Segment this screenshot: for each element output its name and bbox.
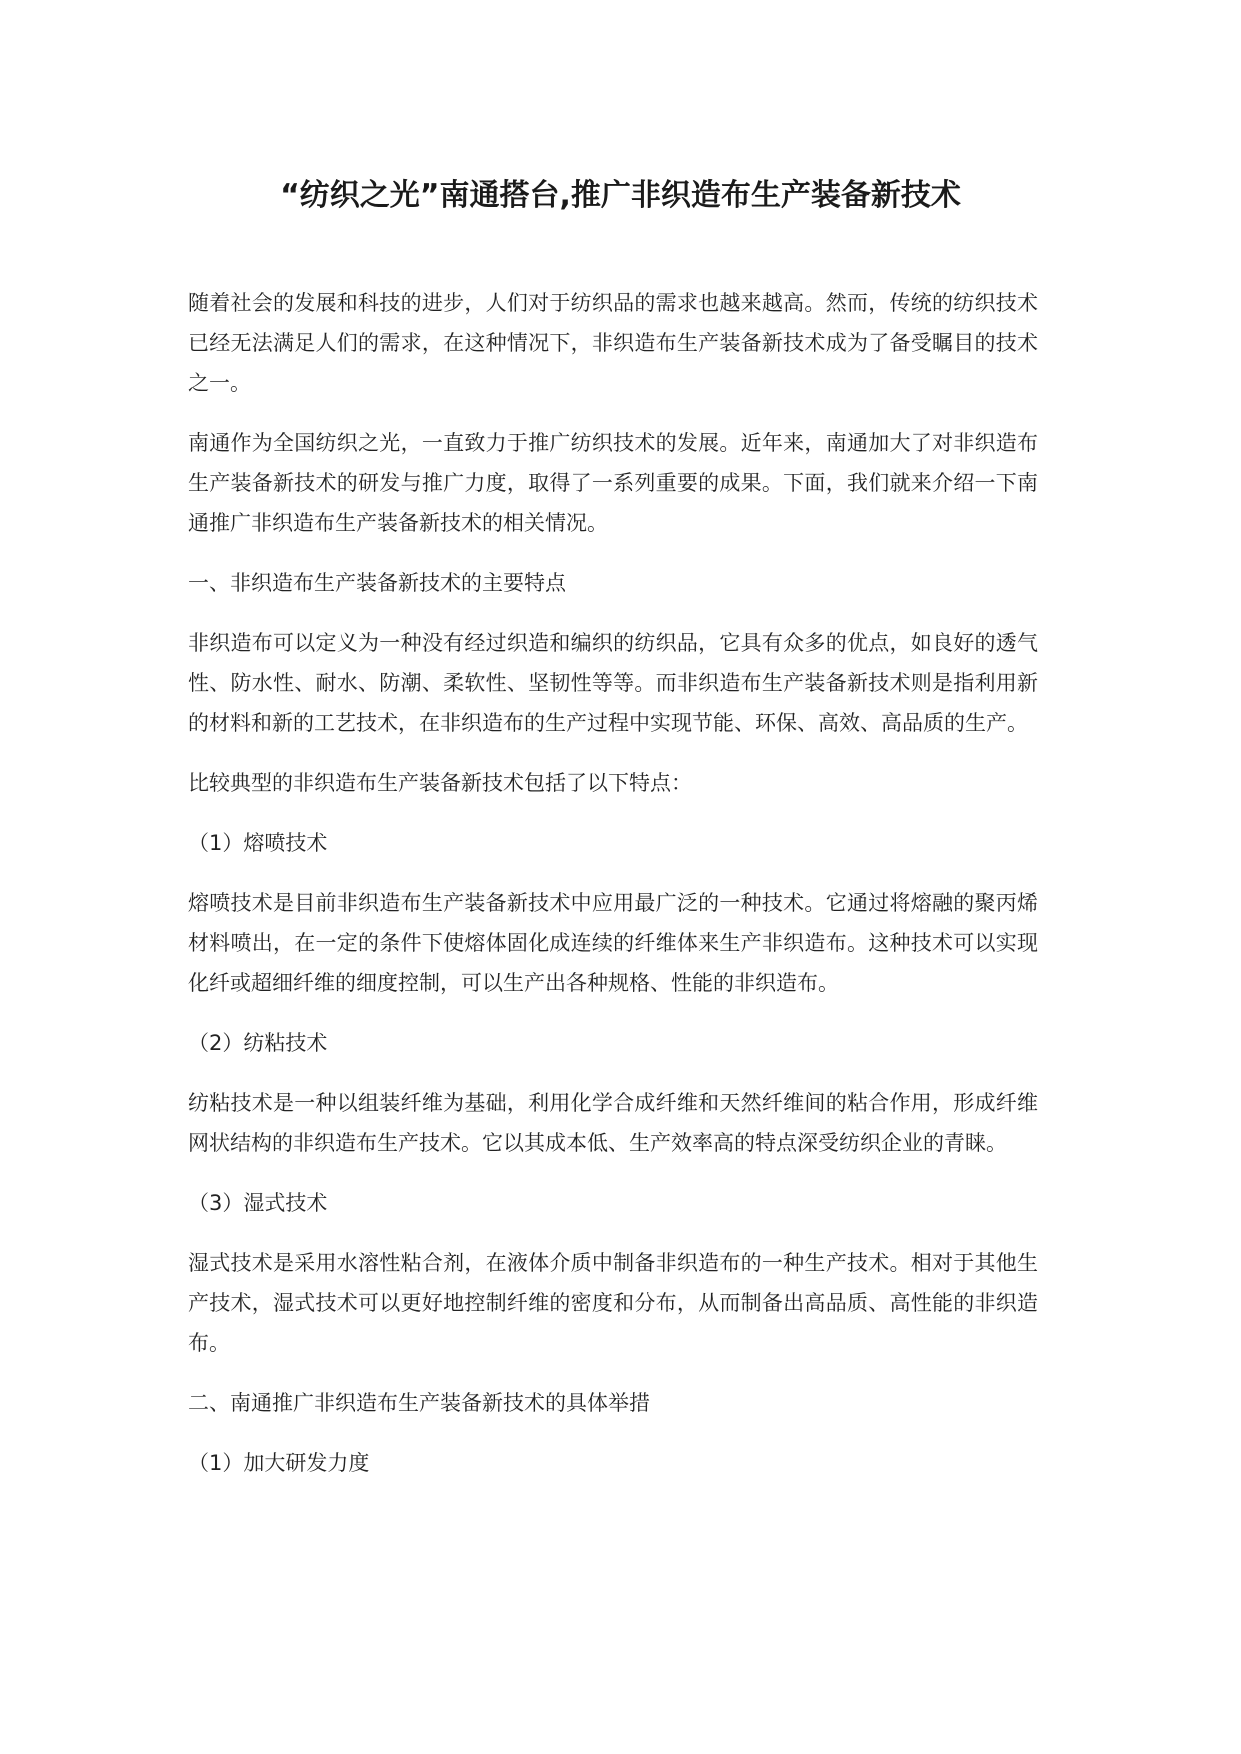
paragraph-nantong: 南通作为全国纺织之光，一直致力于推广纺织技术的发展。近年来，南通加大了对非织造布生产装备新技术的研发与推广力度，取得了一系列重要的成果。下面，我们就来介绍一下南通推广非织造布生产装备新技术的相关情况。 — [188, 431, 1038, 535]
subheading-meltblown: （1）熔喷技术 — [188, 831, 328, 855]
section-heading-2: 二、南通推广非织造布生产装备新技术的具体举措 — [188, 1391, 650, 1415]
document-title: “纺织之光”南通搭台,推广非织造布生产装备新技术 — [280, 178, 961, 213]
paragraph-spunbond: 纺粘技术是一种以组装纤维为基础，利用化学合成纤维和天然纤维间的粘合作用，形成纤维网状结构的非织造布生产技术。它以其成本低、生产效率高的特点深受纺织企业的青睐。 — [188, 1091, 1038, 1155]
subheading-wetlaid: （3）湿式技术 — [188, 1191, 328, 1215]
document-body — [188, 283, 1038, 1483]
paragraph-intro: 随着社会的发展和科技的进步，人们对于纺织品的需求也越来越高。然而，传统的纺织技术已经无法满足人们的需求，在这种情况下，非织造布生产装备新技术成为了备受瞩目的技术之一。 — [188, 291, 1038, 395]
subheading-research: （1）加大研发力度 — [188, 1451, 370, 1475]
paragraph-typical-features: 比较典型的非织造布生产装备新技术包括了以下特点： — [188, 771, 692, 795]
paragraph-wetlaid: 湿式技术是采用水溶性粘合剂，在液体介质中制备非织造布的一种生产技术。相对于其他生产技术，湿式技术可以更好地控制纤维的密度和分布，从而制备出高品质、高性能的非织造布。 — [188, 1251, 1038, 1355]
subheading-spunbond: （2）纺粘技术 — [188, 1031, 328, 1055]
paragraph-definition: 非织造布可以定义为一种没有经过织造和编织的纺织品，它具有众多的优点，如良好的透气性、防水性、耐水、防潮、柔软性、坚韧性等等。而非织造布生产装备新技术则是指利用新的材料和新的工艺技术，在非织造布的生产过程中实现节能、环保、高效、高品质的生产。 — [188, 631, 1038, 735]
section-heading-1: 一、非织造布生产装备新技术的主要特点 — [188, 571, 566, 595]
paragraph-meltblown: 熔喷技术是目前非织造布生产装备新技术中应用最广泛的一种技术。它通过将熔融的聚丙烯材料喷出，在一定的条件下使熔体固化成连续的纤维体来生产非织造布。这种技术可以实现化纤或超细纤维的细度控制，可以生产出各种规格、性能的非织造布。 — [188, 891, 1038, 995]
